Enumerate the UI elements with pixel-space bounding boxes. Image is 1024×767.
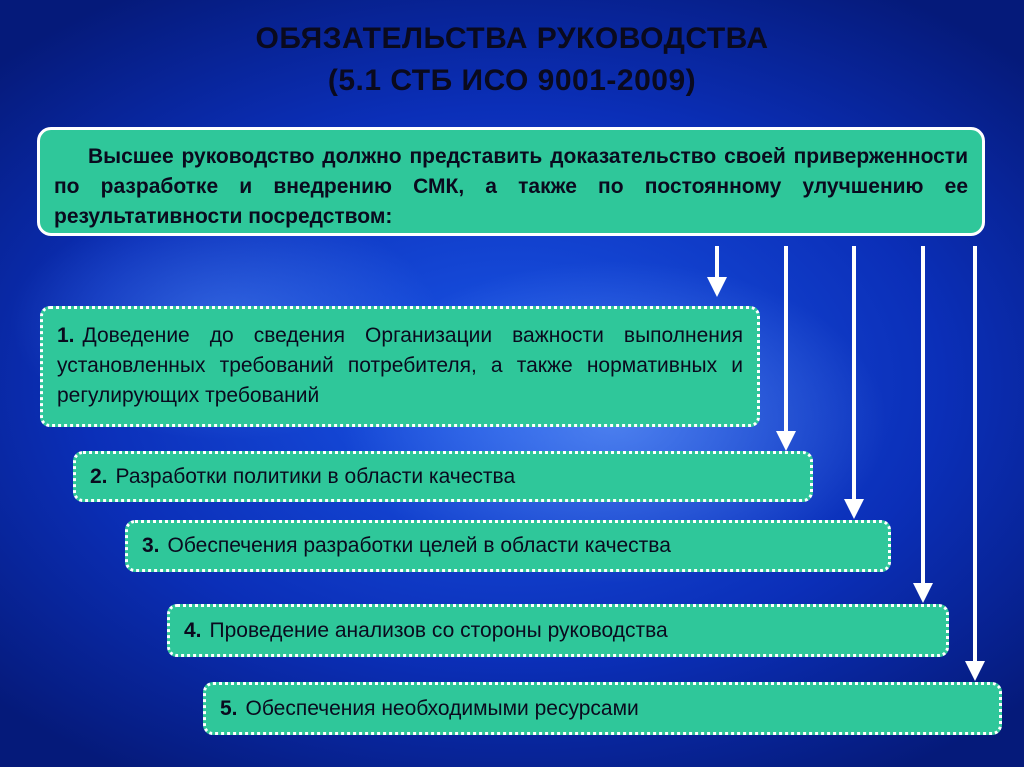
slide-subtitle: (5.1 СТБ ИСО 9001-2009) — [327, 64, 697, 97]
item-number: 5. — [220, 696, 238, 720]
item-number: 3. — [142, 534, 160, 557]
list-item-5 — [203, 682, 1002, 735]
item-text: Проведение анализов со стороны руководства — [209, 618, 668, 642]
arrow-head-item-5 — [965, 661, 985, 681]
main-statement-text: Высшее руководство должно представить доказательство своей приверженности по разработке и внедрению СМК, а также по постоянному улучшению ее результативности посредством: — [54, 145, 968, 228]
list-item-4 — [167, 604, 949, 657]
item-text: Обеспечения необходимыми ресурсами — [245, 696, 639, 720]
item-number: 2. — [90, 464, 108, 488]
item-text: Разработки политики в области качества — [115, 464, 516, 488]
slide-title: ОБЯЗАТЕЛЬСТВА РУКОВОДСТВА — [255, 22, 769, 55]
list-item-3 — [125, 520, 891, 572]
arrow-head-item-3 — [844, 499, 864, 519]
arrow-head-item-1 — [707, 277, 727, 297]
arrow-head-item-2 — [776, 431, 796, 451]
item-text: Доведение до сведения Организации важности выполнения установленных требований потребителя, а также нормативных и регулирующих требований — [57, 324, 743, 407]
item-number: 4. — [184, 618, 202, 642]
item-number: 1. — [57, 324, 75, 347]
item-text: Обеспечения разработки целей в области качества — [167, 534, 671, 557]
arrow-head-item-4 — [913, 583, 933, 603]
list-item-1 — [40, 306, 760, 427]
list-item-2 — [73, 451, 813, 502]
